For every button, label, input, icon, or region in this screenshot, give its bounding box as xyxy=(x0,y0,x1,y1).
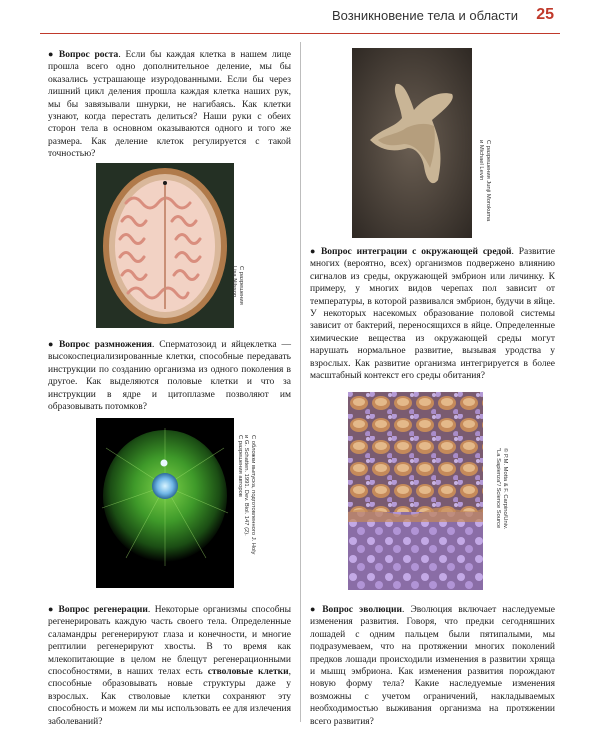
integration-text: . Развитие многих (вероятно, всех) организмов подвержено влиянию сигналов из среды, окружающей эмбрион или личинку. К примеру, у многих видов черепах пол зависит от температуры, в которой развивался эмбрион, будучи в яйце. У некоторых насекомых образование половой системы зависит от бактерий, переносящихся в яйце. Определенные химические вещества из окружающей среды могут нарушать нормальное развитие, вызывая уродства у взрослых. Как развитие организма интегрируется в более масштабный контекст его среды обитания? xyxy=(310,247,555,382)
brain-credit: С разрешения Lisa Nilsson xyxy=(231,266,244,305)
bullet-icon: ● xyxy=(310,246,318,256)
header-rule xyxy=(40,33,560,34)
growth-text: . Если бы каждая клетка в нашем лице прошла всего одно дополнительное деление, мы бы оказались устрашающе изуродованными. Если бы через лишний цикл деления прошла каждая клетка наших рук, мы бы завязывали шнурки, не нагибаясь. Как клетки узнают, когда перестать делиться? Наши руки с обеих сторон тела в основном оказываются одного и того же размера. Как деление клеток регулируется с такой точностью? xyxy=(48,50,292,160)
bullet-icon: ● xyxy=(310,604,320,614)
reproduction-title: Вопрос размножения xyxy=(58,340,152,350)
regeneration-text-2: , способные образовывать новые структуры даже у взрослых. Как стволовые клетки сохраняют эту способность и можем ли мы использовать ее для излечения заболеваний? xyxy=(48,667,291,727)
brain-cross-section-image xyxy=(96,163,234,328)
planarian-image xyxy=(352,48,472,238)
intestinal-tissue-micrograph xyxy=(348,392,483,590)
regeneration-keyword: стволовые клетки xyxy=(207,667,289,678)
regeneration-title: Вопрос регенерации xyxy=(58,605,148,615)
integration-paragraph xyxy=(310,245,555,382)
growth-paragraph xyxy=(48,48,291,161)
evolution-text: . Эволюция включает наследуемые изменения развития. Говоря, что предки сегодняшних лошадей с одним пальцем были пятипалыми, мы подразумеваем, что на протяжении многих поколений предков лошади происходили изменения в развитии хряща и мышц эмбриона. Как изменения развития порождают новую форму тела? Какие наследуемые изменения возможны с учетом ограничений, накладываемых необходимостью выживания организма на протяжении всего развития? xyxy=(310,605,555,727)
bullet-icon: ● xyxy=(48,49,56,59)
fertilized-egg-fluorescence-image xyxy=(96,418,234,588)
bullet-icon: ● xyxy=(48,339,56,349)
column-divider xyxy=(300,42,301,722)
running-header-title: Возникновение тела и области xyxy=(331,8,518,23)
evolution-paragraph xyxy=(310,603,555,728)
planarian-credit: С разрешения Junji Morokuma и Michael Levin xyxy=(478,140,491,222)
reproduction-paragraph xyxy=(48,338,291,413)
page-number: 25 xyxy=(536,6,554,23)
tissue-credit: © P.M. Motta & F. Carpino/Univ. "La Sapienza"/ Science Source xyxy=(495,448,508,530)
regeneration-paragraph xyxy=(48,603,291,728)
bullet-icon: ● xyxy=(48,604,56,614)
reproduction-text: . Сперматозоид и яйцеклетка — высокоспециализированные клетки, способные передавать инструкции по созданию организма из одного поколения в другое. Как выделяются половые клетки и что за инструкции в ядре и цитоплазме позволяют им образовывать потомков? xyxy=(48,340,291,413)
integration-title: Вопрос интеграции с окружающей средой xyxy=(320,247,512,257)
growth-title: Вопрос роста xyxy=(58,50,119,60)
regeneration-text-1: . Некоторые организмы способны регенерировать каждую часть своего тела. Определенные саламандры регенерируют глаза и конечности, и многие рептилии регенерируют хвосты. В то время как млекопитающие в целом не блещут регенерационными способностями, в наших телах есть xyxy=(48,605,291,678)
cell-credit: С обложки выпуска, подготовленного J. Holy и G. Schatten. 1991. Dev. Biol. 147 (2). С разрешения авторов xyxy=(236,435,256,555)
evolution-title: Вопрос эволюции xyxy=(322,605,402,615)
